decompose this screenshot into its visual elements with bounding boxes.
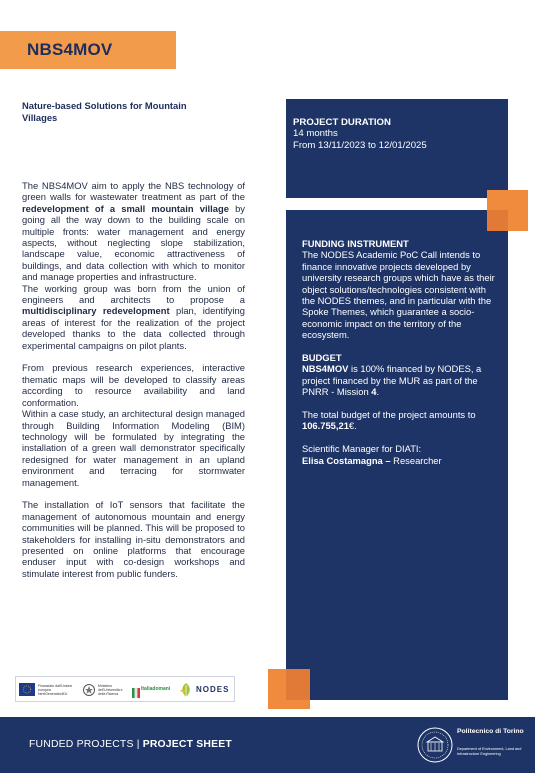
paragraph-aim bbox=[22, 180, 245, 283]
text-bold: redevelopment of a small mountain village bbox=[22, 202, 229, 214]
ministry-logo-text: Ministero dell'Università e della Ricerca bbox=[98, 684, 123, 696]
budget-heading: BUDGET bbox=[302, 352, 342, 364]
duration-range: From 13/11/2023 to 12/01/2025 bbox=[293, 140, 427, 151]
polito-department: Department of Environment, Land and Infrastructure Engineering bbox=[457, 747, 522, 756]
paragraph-team bbox=[22, 283, 245, 351]
seal-icon bbox=[416, 726, 454, 764]
paragraph-maps: From previous research experiences, interactive thematic maps will be developed to classify areas according to resource availability and land conformation. bbox=[22, 362, 245, 408]
paragraph-iot: The installation of IoT sensors that facilitate the management of autonomous mountain and energy communities will be planned. This will be proposed to stakeholders for installing in-situ demonstrators and presented on online platforms that encourage enduser input with co-design workshops and stimulate interest from public funders. bbox=[22, 499, 245, 579]
title-banner bbox=[0, 31, 176, 69]
duration-length: 14 months bbox=[293, 128, 338, 139]
eu-stars-icon bbox=[19, 683, 35, 696]
funding-heading: FUNDING INSTRUMENT bbox=[302, 238, 409, 249]
text-bold: 4 bbox=[371, 386, 377, 398]
eu-logo-text: Finanziato dall'Unione europea NextGenerationEU bbox=[38, 684, 73, 696]
text-bold: PROJECT SHEET bbox=[142, 739, 232, 750]
text-run: plan, identifying areas of interest for the realization of the project developed thanks to the data collected through experimental campaigns on pilot plants. bbox=[22, 305, 245, 351]
duration-heading: PROJECT DURATION bbox=[293, 117, 391, 128]
text-run: €. bbox=[348, 420, 357, 432]
eu-flag-icon bbox=[19, 683, 35, 696]
footer-caption bbox=[29, 739, 232, 750]
italian-emblem-icon bbox=[82, 682, 96, 698]
nodes-leaf-icon bbox=[178, 682, 194, 698]
project-title: NBS4MOV bbox=[27, 40, 113, 59]
duration-panel bbox=[286, 99, 508, 198]
italiadomani-mark-icon bbox=[132, 685, 140, 695]
text-bold: NBS4MOV bbox=[302, 363, 349, 375]
flag-mark-icon bbox=[132, 688, 140, 698]
funder-logos bbox=[15, 676, 235, 702]
polito-seal-icon bbox=[416, 726, 454, 764]
italiadomani-logo-text: Italiadomani bbox=[141, 686, 171, 692]
manager-line bbox=[302, 455, 500, 466]
decorative-square-overlap bbox=[286, 669, 310, 700]
manager-role: Researcher bbox=[390, 454, 442, 466]
leaf-icon bbox=[178, 682, 194, 698]
text-run: The total budget of the project amounts to bbox=[302, 409, 476, 421]
text-run: by going all the way down to the building scale on multiple fronts: water management and energy aspects, without neglecting slope stabilization, landscape value, economic attractiveness of buildings, and data collection with which to monitor and manage properties and infrastructure. bbox=[22, 202, 245, 283]
text-bold: multidisciplinary redevelopment bbox=[22, 305, 170, 317]
nodes-logo-text: NODES bbox=[196, 685, 230, 694]
text-run: The working group was born from the union of engineers and architects to propose a bbox=[22, 282, 245, 306]
decorative-square-overlap bbox=[487, 210, 508, 231]
project-subtitle: Nature-based Solutions for Mountain Villages bbox=[22, 100, 187, 123]
paragraph-bim: Within a case study, an architectural design managed through Building Information Modeling (BIM) technology will be formulated by integrating the installation of a green wall demonstrator specifically redesigned for water management in an upland environment and terracing for stormwater management. bbox=[22, 408, 245, 488]
text-run: is 100% financed by NODES, a project financed by the MUR as part of the PNRR - Mission bbox=[302, 363, 482, 398]
total-budget bbox=[302, 409, 500, 432]
text-run: . bbox=[376, 386, 380, 398]
text-run: FUNDED PROJECTS | bbox=[29, 739, 143, 750]
funding-panel bbox=[286, 210, 508, 700]
emblem-icon bbox=[82, 682, 96, 698]
text-run: The NBS4MOV aim to apply the NBS technology of green walls for wastewater treatment as part of the bbox=[22, 180, 245, 203]
manager-label: Scientific Manager for DIATI: bbox=[302, 443, 422, 455]
description-text bbox=[22, 180, 245, 591]
funding-text: The NODES Academic PoC Call intends to finance innovative projects developed by university research groups which have as their object solutions/technologies consistent with the NODES themes, and in particular with the Spoke Themes, which guarantee a socio-economic impact on the territory of the ecosystem. bbox=[302, 249, 495, 341]
budget-amount: 106.755,21 bbox=[302, 420, 349, 432]
polito-name: Politecnico di Torino bbox=[457, 728, 524, 735]
budget-text bbox=[302, 363, 500, 397]
footer-bar bbox=[0, 717, 535, 773]
manager-name: Elisa Costamagna – bbox=[302, 454, 391, 466]
